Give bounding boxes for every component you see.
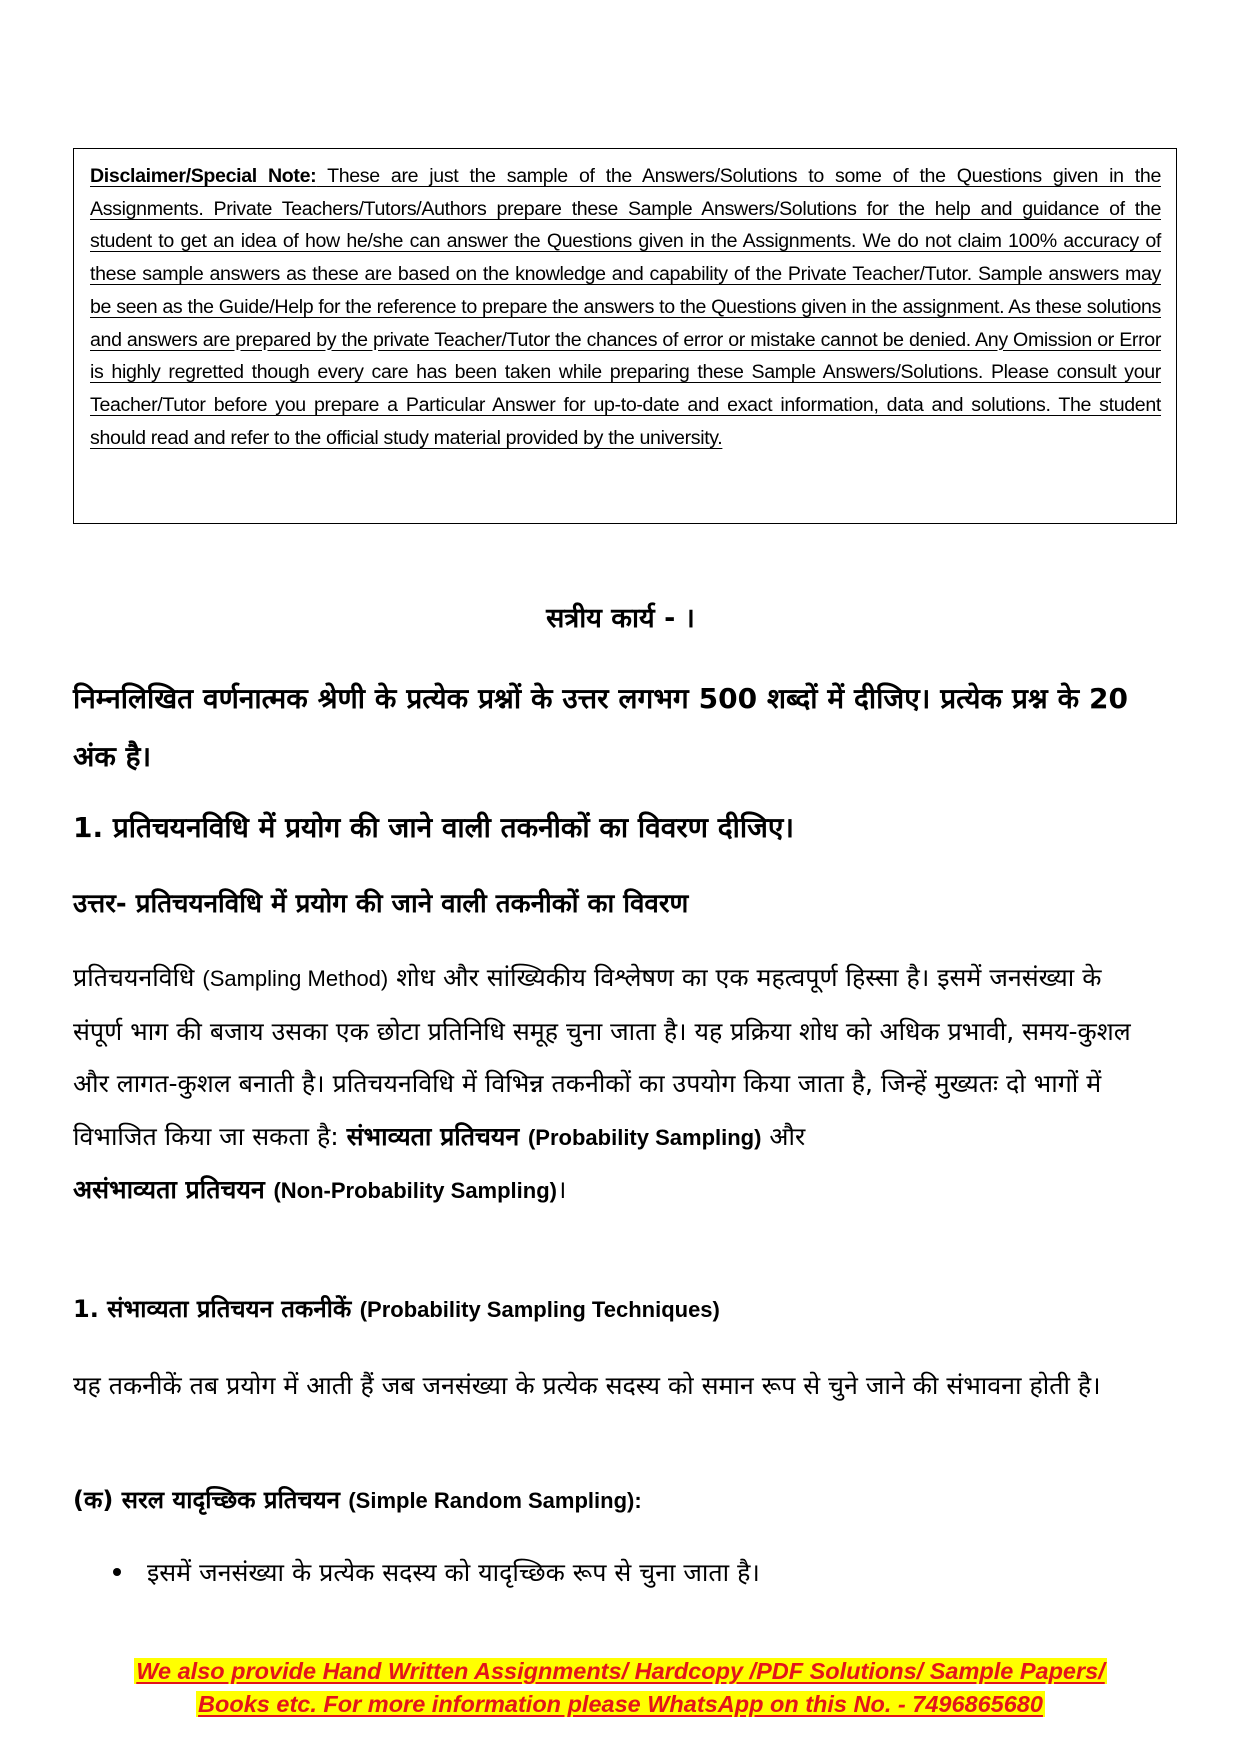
list-item-text: इसमें जनसंख्या के प्रत्येक सदस्य को यादृच्छिक रूप से चुना जाता है। [147,1558,760,1587]
assignment-title: सत्रीय कार्य - । [546,603,695,634]
answer-heading: उत्तर- प्रतिचयनविधि में प्रयोग की जाने वाली तकनीकों का विवरण [73,889,689,919]
list-item [73,1555,760,1589]
term-non-probability-en: (Non-Probability Sampling) [273,1178,557,1203]
section-heading-probability [73,1292,720,1325]
para-text: प्रतिचयनविधि [73,963,203,992]
para-end: । [557,1175,567,1204]
promo-footer [0,1655,1241,1721]
disclaimer-body: These are just the sample of the Answers/Solutions to some of the Questions given in the Assignments. Private Teachers/Tutors/Authors prepare these Sample Answers/Solutions for the help and guidance of the student to get an idea of how he/she can answer the Questions given in the Assignments. We do not claim 100% accuracy of these sample answers as these are based on the knowledge and capability of the Private Teacher/Tutor. Sample answers may be seen as the Guide/Help for the reference to prepare the answers to the Questions given in the assignment. As these solutions and answers are prepared by the private Teacher/Tutor the chances of error or mistake cannot be denied. Any Omission or Error is highly regretted though every care has been taken while preparing these Sample Answers/Solutions. Please consult your Teacher/Tutor before you prepare a Particular Answer for up-to-date and exact information, data and solutions. The student should read and refer to the official study material provided by the university. [90,165,1161,449]
term-probability-en: (Probability Sampling) [527,1124,762,1150]
para-text-en: (Sampling Method) [202,966,389,991]
subsection-title: (क) सरल यादृच्छिक प्रतिचयन [73,1486,349,1514]
section-text: यह तकनीकें तब प्रयोग में आती हैं जब जनसंख्या के प्रत्येक सदस्य को समान रूप से चुने जाने की संभावना होती है। [73,1371,1101,1400]
bullet-icon [113,1568,121,1576]
term-probability: संभाव्यता प्रतिचयन [346,1121,528,1151]
question-heading: 1. प्रतिचयनविधि में प्रयोग की जाने वाली तकनीकों का विवरण दीजिए। [73,811,795,844]
instructions: निम्नलिखित वर्णनात्मक श्रेणी के प्रत्येक प्रश्नों के उत्तर लगभग 500 शब्दों में दीजिए। प्रत्येक प्रश्न के 20 अंक है। [73,682,1128,773]
section-title: 1. संभाव्यता प्रतिचयन तकनीकें [73,1295,360,1323]
subsection-heading-simple-random [73,1483,642,1516]
para-text: और [761,1121,806,1151]
disclaimer-label: Disclaimer/Special Note: [90,165,317,187]
term-non-probability: असंभाव्यता प्रतिचयन [73,1175,274,1204]
disclaimer-text [90,160,1161,454]
promo-line-2: Books etc. For more information please WhatsApp on this No. - 7496865680 [198,1691,1043,1717]
bullet-list [73,1555,760,1589]
promo-line-1: We also provide Hand Written Assignments/ Hardcopy /PDF Solutions/ Sample Papers/ [136,1658,1105,1684]
para-text: शोध और सांख्यिकीय विश्लेषण का एक महत्वपूर्ण हिस्सा है। इसमें जनसंख्या के संपूर्ण भाग की बजाय उसका एक छोटा प्रतिनिधि समूह चुना जाता है। यह प्रक्रिया शोध को अधिक प्रभावी, समय-कुशल और लागत-कुशल बनाती है। प्रतिचयनविधि में विभिन्न तकनीकों का उपयोग किया जाता है, जिन्हें मुख्यतः दो भागों में विभाजित किया जा सकता है: [73,963,1131,1151]
paragraph-intro [73,952,1148,1218]
section-title-en: (Probability Sampling Techniques) [359,1297,720,1322]
subsection-title-en: (Simple Random Sampling): [348,1488,642,1513]
disclaimer-box [73,148,1177,524]
